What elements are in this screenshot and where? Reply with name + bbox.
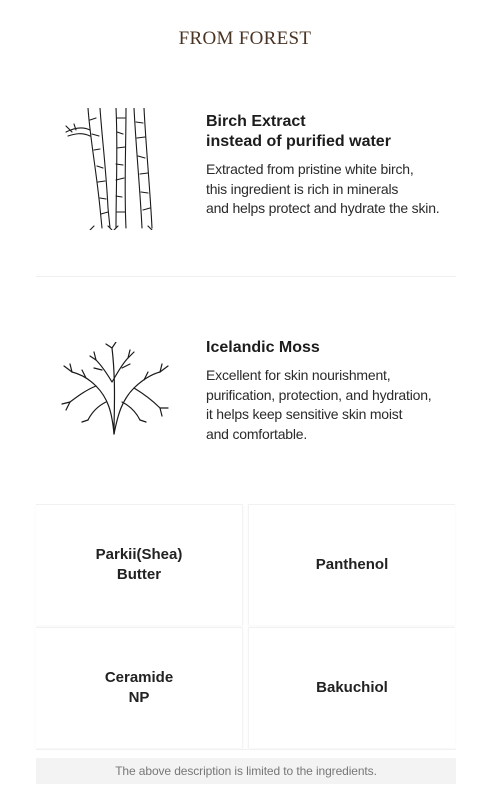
disclaimer-notice: The above description is limited to the ingredients. — [36, 758, 456, 784]
feature-description: Excellent for skin nourishment, purification, protection, and hydration, it helps keep sensitive skin moist and comfortable. — [206, 367, 432, 442]
ingredient-card-ceramide-np: Ceramide NP — [36, 627, 243, 748]
feature-moss — [0, 336, 490, 456]
feature-description: Extracted from pristine white birch, this ingredient is rich in minerals and helps protect and hydrate the skin. — [206, 161, 440, 216]
ingredient-card-bakuchiol: Bakuchiol — [248, 627, 455, 748]
birch-tree-icon — [56, 108, 156, 230]
moss-branch-icon — [56, 342, 172, 438]
ingredient-card-panthenol: Panthenol — [248, 504, 455, 625]
feature-title: Birch Extract instead of purified water — [206, 113, 391, 150]
ingredient-card-shea-butter: Parkii(Shea) Butter — [36, 504, 243, 625]
feature-birch — [0, 104, 490, 244]
brand-logo: FROM FOREST — [178, 28, 312, 49]
ingredient-grid — [36, 504, 456, 754]
divider — [36, 749, 456, 750]
divider — [36, 276, 456, 277]
feature-title: Icelandic Moss — [206, 339, 320, 356]
